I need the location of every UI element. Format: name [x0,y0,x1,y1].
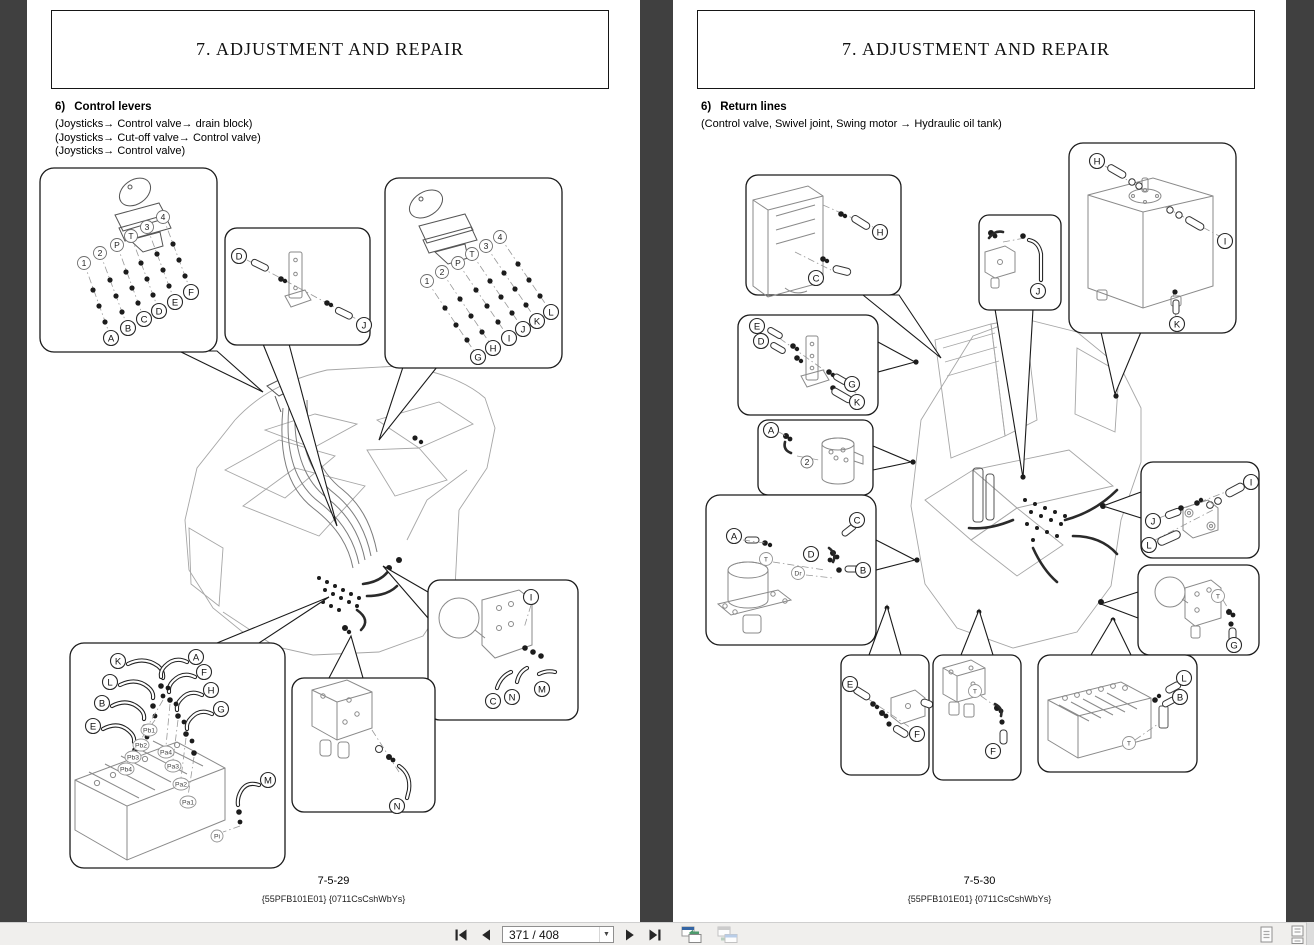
svg-text:H: H [207,685,215,697]
svg-text:G: G [848,379,856,391]
chapter-title: 7. ADJUSTMENT AND REPAIR [195,39,465,59]
footer-code: {55PFB101E01} {0711CsCshWbYs} [907,894,1052,904]
previous-page-button[interactable] [479,925,493,944]
svg-text:T: T [1215,593,1221,601]
callout-return-bracket [738,315,915,415]
svg-text:I: I [529,592,533,604]
svg-text:C: C [853,515,861,527]
chapter-title: 7. ADJUSTMENT AND REPAIR [841,39,1111,59]
svg-text:I: I [1249,477,1253,489]
continuous-view-button[interactable] [1289,925,1306,944]
svg-text:B: B [1176,692,1184,704]
page-right [673,0,1286,922]
svg-text:B: B [98,698,106,710]
svg-text:I: I [507,333,511,345]
single-page-icon [1260,926,1273,943]
svg-text:M: M [538,684,546,696]
svg-text:C: C [489,696,497,708]
svg-text:I: I [1223,236,1227,248]
svg-text:L: L [107,677,113,689]
svg-text:A: A [767,425,775,437]
svg-text:J: J [520,324,526,336]
bottom-toolbar [0,922,1314,945]
scrollbar-corner [1306,922,1314,945]
next-view-icon [717,926,739,943]
previous-view-icon [681,926,703,943]
section-description: (Control valve, Swivel joint, Swing motor → Hydraulic oil tank) [701,118,1002,130]
callout-swivel-joint [758,420,911,495]
svg-text:B: B [124,323,132,335]
svg-text:P: P [455,258,461,268]
callout-solenoid-block [933,610,1021,780]
callout-joystick-right [379,178,562,440]
svg-text:Pb2: Pb2 [134,742,148,750]
svg-text:Pb4: Pb4 [119,766,133,774]
svg-text:H: H [489,343,497,355]
callout-check-valve [979,215,1061,478]
next-view-button[interactable] [715,925,741,944]
section-heading: 6) Control levers [55,101,152,113]
single-page-view-button[interactable] [1258,925,1275,944]
swivel-joint-column [973,468,994,522]
page-number-combobox[interactable] [502,926,614,943]
svg-text:B: B [859,565,867,577]
svg-text:M: M [264,775,272,787]
svg-text:2: 2 [439,267,445,277]
figure-number: 7-5-29 [317,875,350,887]
svg-text:Pb3: Pb3 [126,754,140,762]
next-page-button[interactable] [623,925,637,944]
svg-text:L: L [1146,540,1152,552]
svg-text:D: D [757,336,765,348]
svg-text:1: 1 [424,276,430,286]
page-left [27,0,640,922]
svg-text:G: G [474,352,482,364]
svg-text:2: 2 [804,457,810,467]
page-number-value: 371 / 408 [509,927,560,942]
first-page-button[interactable] [452,925,470,944]
svg-text:J: J [361,320,367,332]
page-layout-group [1258,923,1306,945]
view-history-group [679,925,741,944]
section-description: (Joysticks→ Control valve→ drain block) (Joysticks→ Cut-off valve→ Control valve) (Joysticks→ Control valve) [55,118,261,157]
previous-view-button[interactable] [679,925,705,944]
svg-text:Pa2: Pa2 [174,781,188,789]
svg-text:L: L [1181,673,1187,685]
last-page-icon [648,929,662,941]
callout-flange-fittings [1103,462,1259,558]
svg-text:K: K [853,397,861,409]
svg-text:3: 3 [144,222,150,232]
control-levers-diagram [27,0,640,922]
svg-text:F: F [188,287,194,299]
first-page-icon [454,929,468,941]
svg-text:J: J [1035,286,1041,298]
svg-text:3: 3 [483,241,489,251]
svg-text:Dr: Dr [794,570,802,578]
return-lines-diagram [673,0,1286,922]
svg-text:F: F [201,667,207,679]
svg-text:Pa1: Pa1 [181,799,195,807]
svg-text:A: A [192,652,200,664]
svg-text:C: C [140,314,148,326]
svg-text:Pa3: Pa3 [166,763,180,771]
svg-text:T: T [469,249,475,259]
continuous-pages-icon [1291,925,1304,944]
svg-text:T: T [128,231,134,241]
svg-text:G: G [1230,640,1238,652]
svg-text:Pb1: Pb1 [142,727,156,735]
svg-text:T: T [1126,740,1132,748]
svg-text:Pi: Pi [213,833,221,841]
svg-text:L: L [548,307,554,319]
svg-text:H: H [876,227,884,239]
footer-code: {55PFB101E01} {0711CsCshWbYs} [261,894,406,904]
svg-text:2: 2 [97,248,103,258]
svg-text:G: G [217,704,225,716]
previous-page-icon [481,929,491,941]
last-page-button[interactable] [646,925,664,944]
svg-text:K: K [114,656,122,668]
svg-text:F: F [914,729,920,741]
svg-text:H: H [1093,156,1101,168]
svg-text:E: E [753,321,761,333]
svg-text:D: D [807,549,815,561]
svg-text:J: J [1150,516,1156,528]
svg-text:E: E [89,721,97,733]
svg-text:T: T [763,556,769,564]
callout-drain-block [292,636,435,814]
svg-text:K: K [533,316,541,328]
callout-hydraulic-tank [1069,143,1236,394]
svg-text:D: D [155,306,163,318]
svg-text:N: N [508,692,516,704]
svg-text:P: P [114,240,120,250]
callout-control-valve [70,597,329,868]
svg-text:1: 1 [81,258,87,268]
next-page-icon [625,929,635,941]
svg-text:T: T [972,688,978,696]
valve-fitting-cluster [317,435,423,634]
svg-text:E: E [846,679,854,691]
svg-text:F: F [990,746,996,758]
page-navigation-group [452,923,741,945]
svg-text:A: A [730,531,738,543]
svg-text:K: K [1173,319,1181,331]
svg-text:E: E [171,297,179,309]
svg-text:D: D [235,251,243,263]
svg-text:C: C [812,273,820,285]
figure-number: 7-5-30 [963,875,996,887]
combobox-dropdown-icon[interactable]: ▼ [599,927,613,942]
section-heading: 6) Return lines [701,101,787,113]
svg-text:N: N [393,801,401,813]
svg-text:Pa4: Pa4 [159,749,173,757]
svg-text:4: 4 [497,232,503,242]
svg-text:4: 4 [160,212,166,222]
valve-fitting-cluster [885,359,1119,622]
svg-text:A: A [107,333,115,345]
